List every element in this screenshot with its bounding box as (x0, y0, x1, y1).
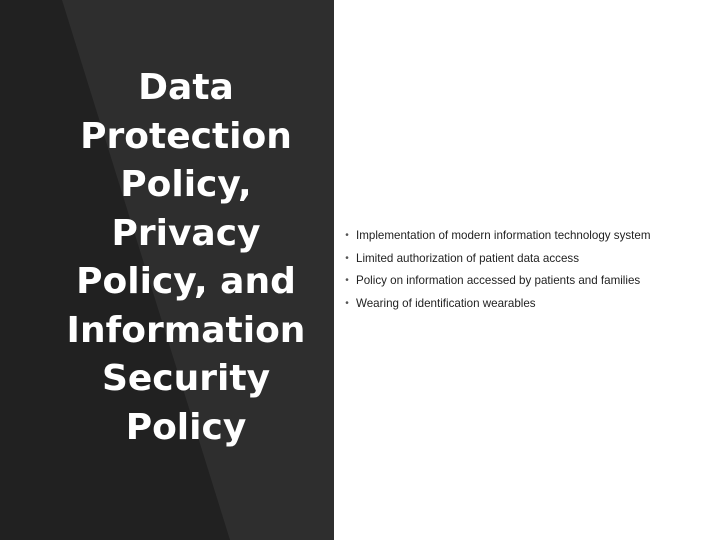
title-line: Privacy (111, 212, 261, 254)
slide-title (0, 64, 372, 452)
title-line: Policy, and (76, 261, 296, 302)
bullet-icon: • (345, 275, 349, 286)
title-line: Policy (125, 406, 247, 448)
title-line: Security (101, 358, 271, 399)
title-line: Data (138, 67, 234, 108)
bullet-text: Wearing of identification wearables (356, 296, 536, 310)
bullet-text: Policy on information accessed by patients and families (356, 274, 641, 287)
bullet-item (338, 270, 713, 293)
bullet-icon: • (345, 297, 349, 309)
bullet-text: Limited authorization of patient data access (356, 251, 579, 265)
title-line: Policy, (120, 164, 252, 205)
bullet-text: Implementation of modern information technology system (356, 229, 651, 242)
bullet-item (338, 248, 713, 271)
title-line: Protection (80, 115, 292, 157)
bullet-icon: • (345, 230, 349, 241)
bullet-item (338, 225, 713, 248)
bullet-list (338, 225, 713, 315)
title-line: Information (66, 309, 306, 351)
bullet-icon: • (345, 252, 349, 264)
bullet-item (338, 293, 713, 316)
